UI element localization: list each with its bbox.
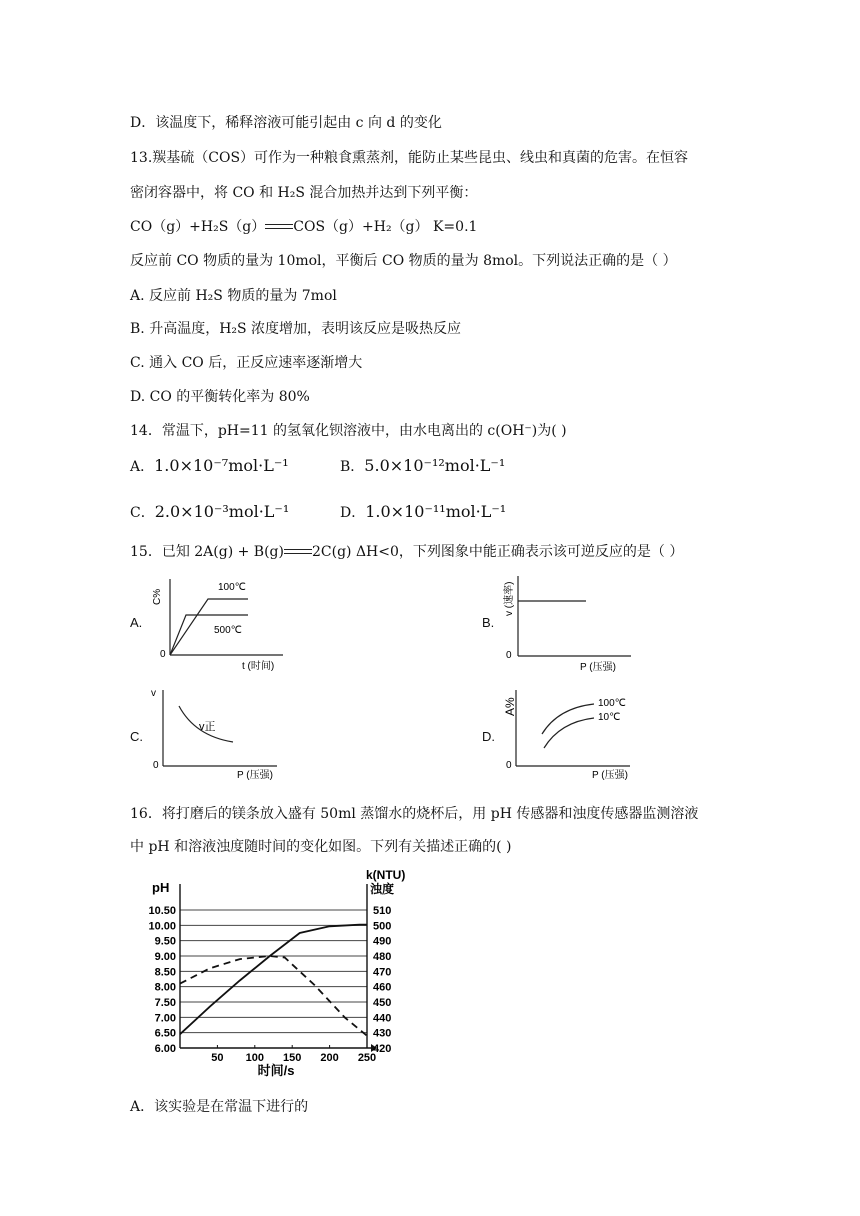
q13-stem-3: 反应前 CO 物质的量为 10mol，平衡后 CO 物质的量为 8mol。下列说法正确的是（ ） [130, 253, 677, 269]
graph-a-ylabel: C% [152, 588, 163, 605]
x-tick-label: 150 [283, 1052, 302, 1064]
graph-d-c2: 10℃ [598, 712, 621, 723]
chart-ylabel-right-top: k(NTU) [366, 868, 406, 882]
y-right-tick-label: 490 [373, 935, 392, 948]
graph-d-xlabel: P (压强) [592, 770, 628, 781]
equilibrium-arrow-icon [284, 546, 312, 558]
graph-d-plot [498, 686, 638, 782]
graph-b-origin: 0 [506, 650, 512, 661]
q13-option-c[interactable]: C. 通入 CO 后，正反应速率逐渐增大 [130, 355, 363, 371]
turbidity-series-line [180, 956, 367, 1036]
graph-a-plot [148, 575, 288, 675]
q14-option-d[interactable] [340, 502, 506, 522]
q16-option-a[interactable]: A．该实验是在常温下进行的 [130, 1099, 309, 1115]
y-right-tick-label: 510 [373, 905, 392, 917]
y-right-tick-label: 480 [373, 951, 392, 963]
y-left-tick-label: 7.50 [154, 997, 176, 1009]
q14-d-value: 1.0×10⁻¹¹mol·L⁻¹ [365, 502, 507, 521]
y-left-tick-label: 7.00 [154, 1012, 176, 1025]
y-right-tick-label: 420 [373, 1043, 392, 1055]
graph-b-plot [496, 572, 636, 676]
y-right-tick-label: 500 [373, 920, 392, 933]
graph-d-origin: 0 [506, 760, 512, 771]
y-left-tick-label: 6.50 [154, 1027, 176, 1040]
q14-a-label: A． [130, 459, 155, 475]
graph-c-xlabel: P (压强) [237, 770, 273, 781]
graph-b-ylabel: v (速率) [504, 581, 515, 616]
y-left-tick-label: 9.50 [154, 935, 176, 948]
q16-stem-1: 16．将打磨后的镁条放入盛有 50ml 蒸馏水的烧杯后，用 pH 传感器和浊度传感器监测溶液 [130, 806, 699, 822]
y-left-tick-label: 8.50 [154, 966, 176, 979]
q13-option-b[interactable]: B. 升高温度，H₂S 浓度增加，表明该反应是吸热反应 [130, 321, 462, 337]
q14-b-label: B． [340, 459, 365, 475]
ph-turbidity-chart [130, 862, 430, 1080]
prev-option-d: D．该温度下，稀释溶液可能引起由 c 向 d 的变化 [130, 115, 442, 131]
q14-c-value: 2.0×10⁻³mol·L⁻¹ [154, 502, 290, 521]
x-tick-label: 200 [320, 1052, 339, 1064]
graph-b-label: B. [482, 615, 495, 630]
q14-d-label: D． [340, 505, 366, 521]
q13-eq-left: CO（g）+H₂S（g） [130, 219, 266, 235]
q15-left: 15．已知 2A(g) + B(g) [130, 544, 284, 560]
x-tick-label: 50 [211, 1052, 224, 1064]
q13-stem-2: 密闭容器中，将 CO 和 H₂S 混合加热并达到下列平衡： [130, 185, 478, 201]
q14-b-value: 5.0×10⁻¹²mol·L⁻¹ [364, 456, 506, 475]
q13-option-d[interactable]: D. CO 的平衡转化率为 80% [130, 389, 310, 405]
graph-d-c1: 100℃ [598, 698, 626, 709]
graph-c-plot [145, 686, 285, 782]
equilibrium-arrow-icon [265, 221, 293, 233]
y-right-tick-label: 430 [373, 1027, 392, 1040]
q14-option-c[interactable] [130, 502, 289, 522]
q13-equation [130, 216, 477, 236]
graph-a-c2: 500℃ [214, 625, 242, 636]
q14-a-value: 1.0×10⁻⁷mol·L⁻¹ [154, 456, 289, 475]
q14-stem: 14．常温下，pH=11 的氢氧化钡溶液中，由水电离出的 c(OH⁻)为( ) [130, 423, 567, 439]
graph-c-ylabel: v [151, 688, 156, 699]
graph-c-curve-label: v正 [199, 721, 216, 733]
graph-a-origin: 0 [160, 649, 166, 660]
y-right-tick-label: 470 [373, 966, 392, 979]
graph-c-origin: 0 [153, 760, 159, 771]
y-right-tick-label: 460 [373, 981, 392, 994]
y-left-tick-label: 6.00 [154, 1043, 176, 1055]
y-right-tick-label: 440 [373, 1012, 392, 1025]
y-left-tick-label: 10.50 [148, 905, 176, 917]
q14-option-a[interactable] [130, 456, 289, 476]
graph-a-label: A. [130, 615, 143, 630]
chart-xlabel: 时间/s [257, 1063, 295, 1078]
graph-d-ylabel: A% [503, 697, 517, 716]
q16-stem-2: 中 pH 和溶液浊度随时间的变化如图。下列有关描述正确的( ) [130, 839, 512, 855]
y-left-tick-label: 10.00 [148, 920, 176, 933]
graph-a-xlabel: t (时间) [242, 661, 275, 672]
q13-eq-right: COS（g）+H₂（g） K=0.1 [293, 219, 478, 235]
q13-option-a[interactable]: A. 反应前 H₂S 物质的量为 7mol [130, 288, 337, 304]
graph-c-label: C. [130, 729, 143, 744]
x-tick-label: 250 [357, 1052, 377, 1064]
graph-a-c1: 100℃ [218, 582, 246, 593]
y-left-tick-label: 8.00 [154, 981, 176, 994]
chart-ylabel-left: pH [152, 880, 170, 895]
y-left-tick-label: 9.00 [154, 951, 176, 963]
x-tick-label: 100 [245, 1052, 264, 1064]
chart-ylabel-right: 浊度 [370, 882, 395, 896]
q15-stem [130, 541, 683, 561]
q13-stem-1: 13.羰基硫（COS）可作为一种粮食熏蒸剂，能防止某些昆虫、线虫和真菌的危害。在恒容 [130, 150, 689, 166]
graph-d-label: D. [482, 729, 495, 744]
q15-right: 2C(g) ΔH<0，下列图象中能正确表示该可逆反应的是（ ） [311, 544, 684, 560]
graph-b-xlabel: P (压强) [580, 662, 616, 673]
q14-c-label: C． [130, 505, 155, 521]
y-right-tick-label: 450 [373, 997, 392, 1009]
q14-option-b[interactable] [340, 456, 505, 476]
